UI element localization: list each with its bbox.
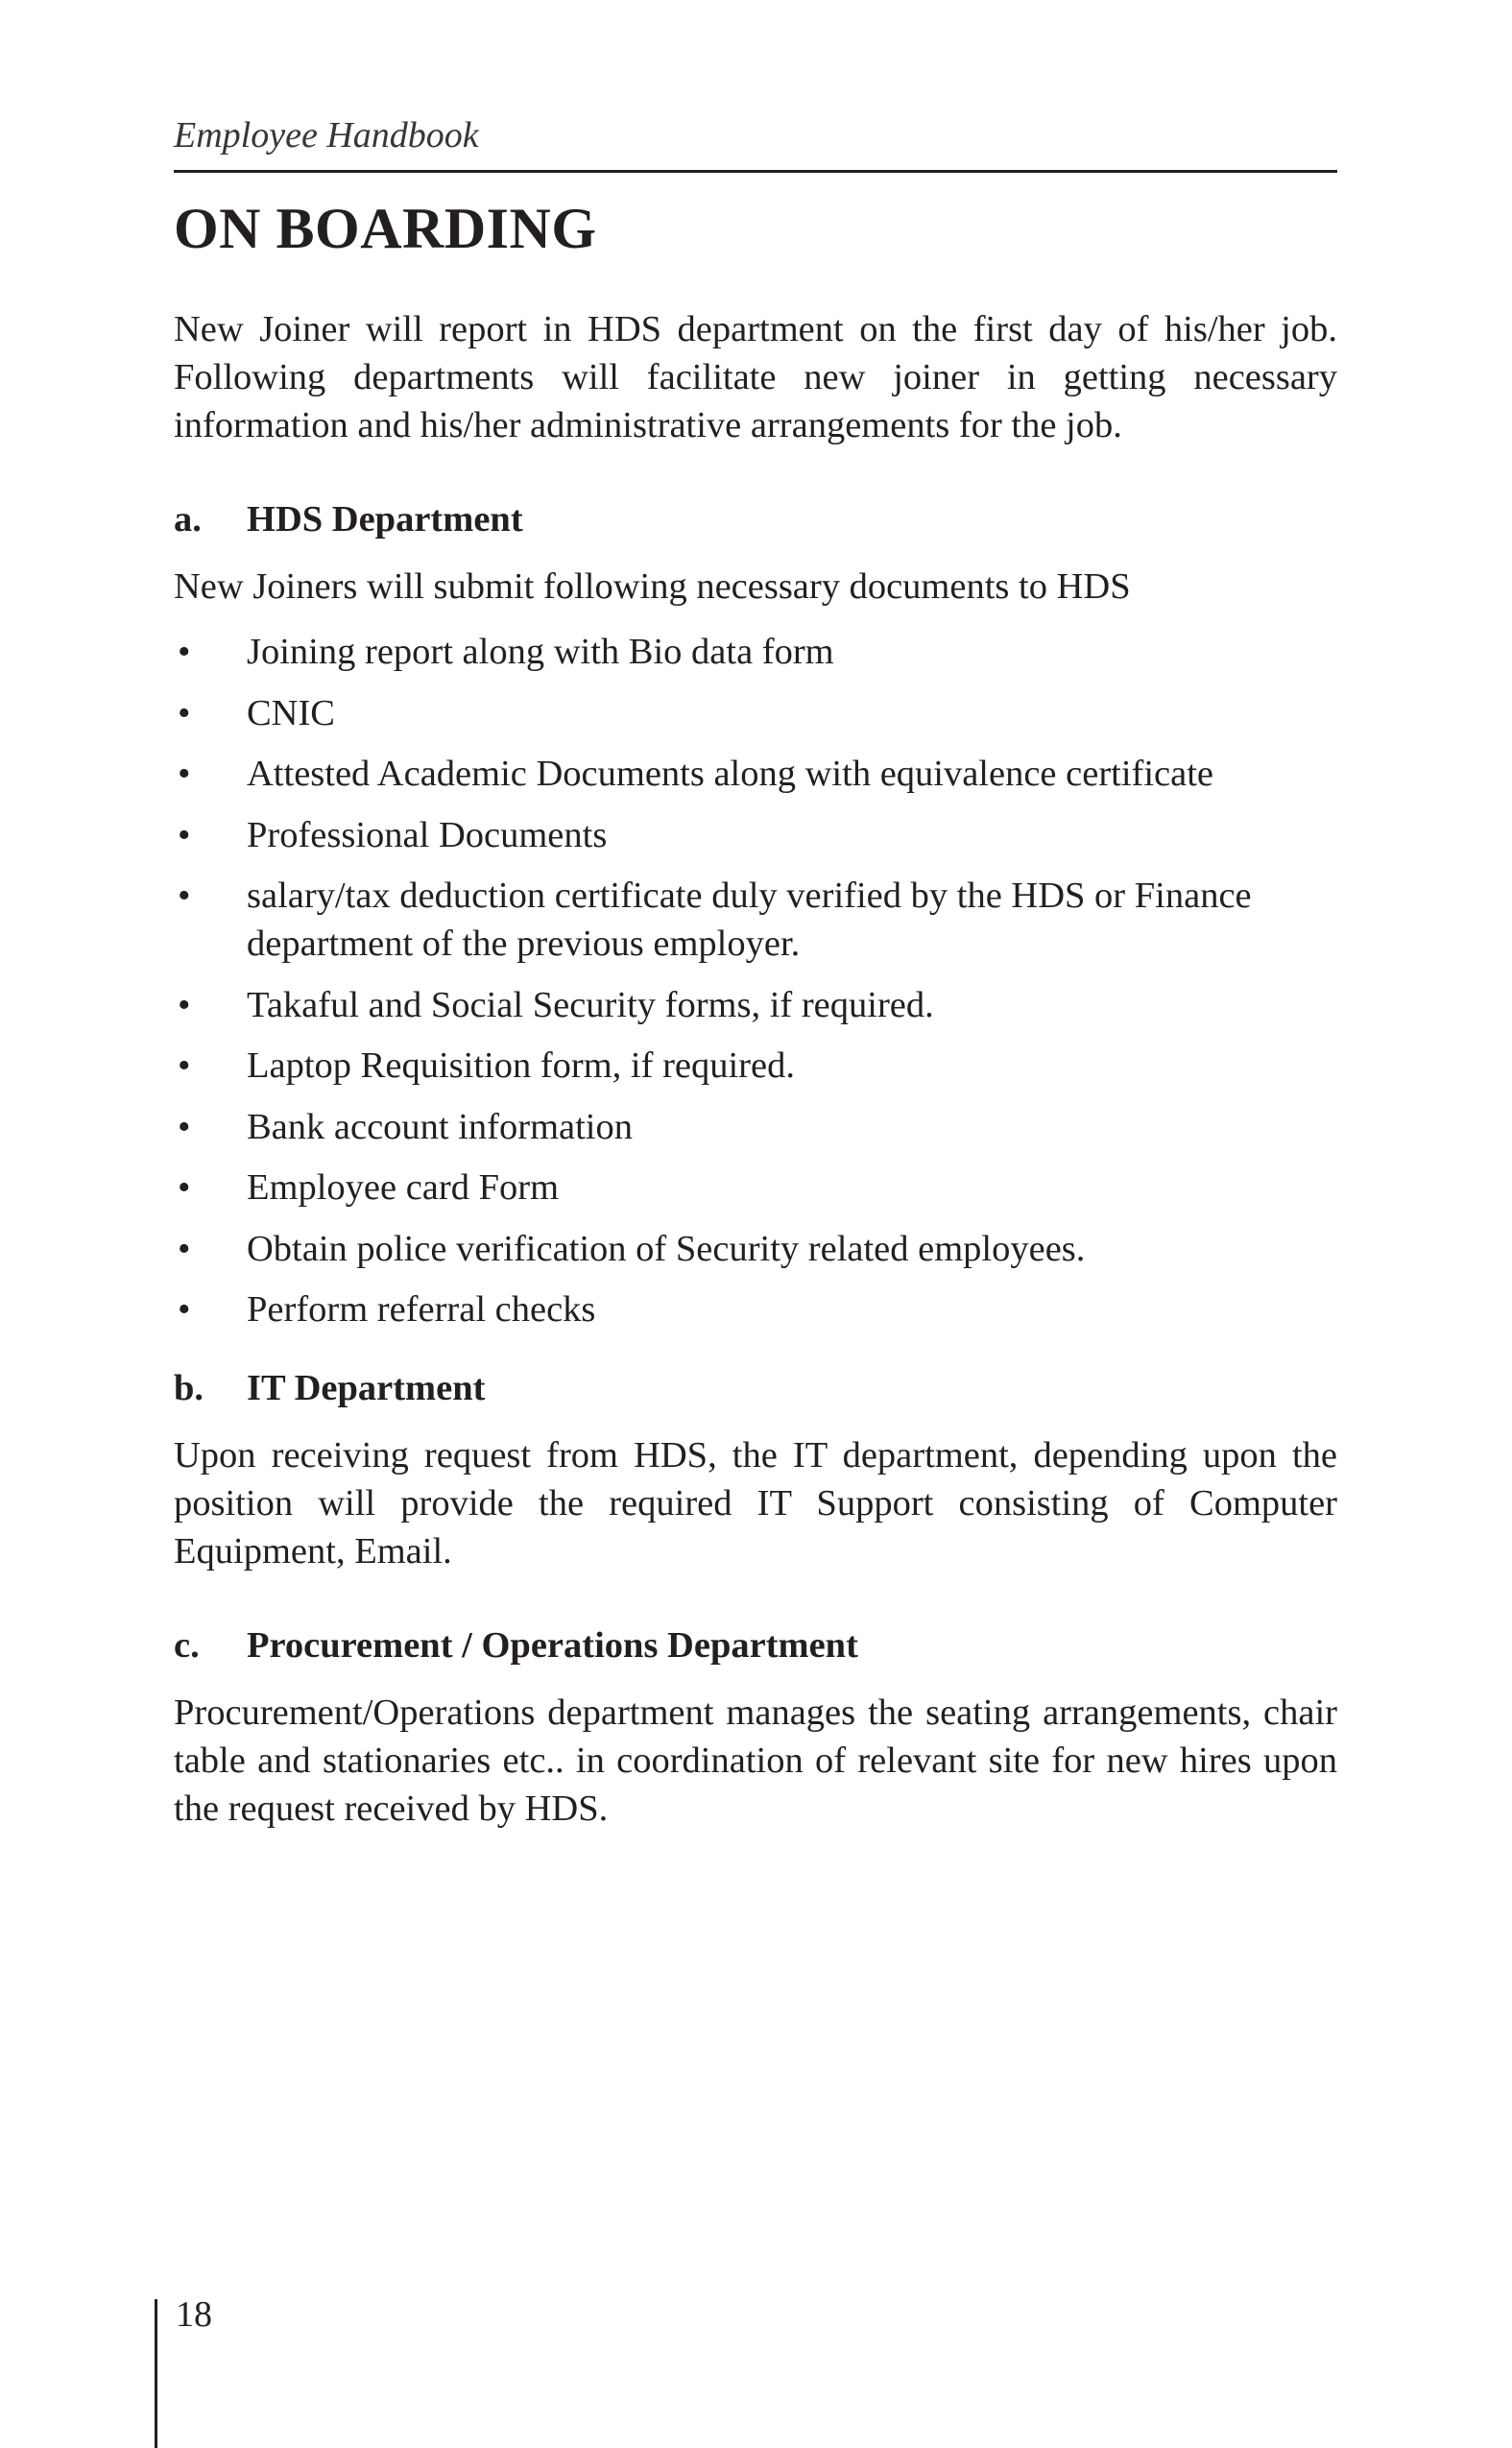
list-item: • Attested Academic Documents along with equivalence certificate <box>174 750 1337 798</box>
section-letter: a. <box>174 499 202 540</box>
list-item: • Employee card Form <box>174 1164 1337 1212</box>
bullet-icon: • <box>178 984 191 1025</box>
section-body: Procurement/Operations department manages the seating arrangements, chair table and stationaries etc.. in coordination of relevant site for new hires upon the request received by HDS. <box>174 1692 1337 1829</box>
page-content <box>174 305 1337 1833</box>
section-heading-procurement <box>174 1621 1337 1669</box>
page-title: ON BOARDING <box>174 197 597 260</box>
running-header: Employee Handbook <box>174 115 479 156</box>
list-item: • Takaful and Social Security forms, if required. <box>174 981 1337 1029</box>
bullet-icon: • <box>178 876 191 916</box>
header-rule <box>174 170 1337 173</box>
footer-rule <box>155 2299 157 2448</box>
intro-paragraph: New Joiner will report in HDS department on the first day of his/her job. Following departments will facilitate new joiner in getting necessary information and his/her administrative arrangements for the job. <box>174 309 1337 445</box>
list-item: • Professional Documents <box>174 811 1337 859</box>
section-heading-it <box>174 1364 1337 1412</box>
bullet-icon: • <box>178 1167 191 1208</box>
list-item: • Laptop Requisition form, if required. <box>174 1042 1337 1090</box>
bullet-icon: • <box>178 1045 191 1086</box>
section-lead: New Joiners will submit following necessary documents to HDS <box>174 566 1131 607</box>
section-title: HDS Department <box>247 499 523 540</box>
section-title: Procurement / Operations Department <box>247 1625 858 1666</box>
list-item: • salary/tax deduction certificate duly verified by the HDS or Finance department of the previous employer. <box>174 872 1337 968</box>
bullet-icon: • <box>178 814 191 855</box>
list-item: • Obtain police verification of Security related employees. <box>174 1225 1337 1273</box>
bullet-icon: • <box>178 754 191 794</box>
section-letter: c. <box>174 1625 200 1666</box>
document-list <box>174 628 1337 1333</box>
list-item: • Bank account information <box>174 1103 1337 1151</box>
page-number: 18 <box>176 2294 212 2335</box>
bullet-icon: • <box>178 692 191 733</box>
section-letter: b. <box>174 1368 204 1408</box>
bullet-icon: • <box>178 1228 191 1269</box>
section-body: Upon receiving request from HDS, the IT department, depending upon the position will provide the required IT Support consisting of Computer Equipment, Email. <box>174 1435 1337 1572</box>
list-item: • Perform referral checks <box>174 1285 1337 1333</box>
section-title: IT Department <box>247 1368 486 1408</box>
section-heading-hds <box>174 495 1337 543</box>
list-item: • CNIC <box>174 689 1337 737</box>
bullet-icon: • <box>178 632 191 672</box>
list-item: • Joining report along with Bio data form <box>174 628 1337 676</box>
bullet-icon: • <box>178 1106 191 1147</box>
bullet-icon: • <box>178 1289 191 1330</box>
